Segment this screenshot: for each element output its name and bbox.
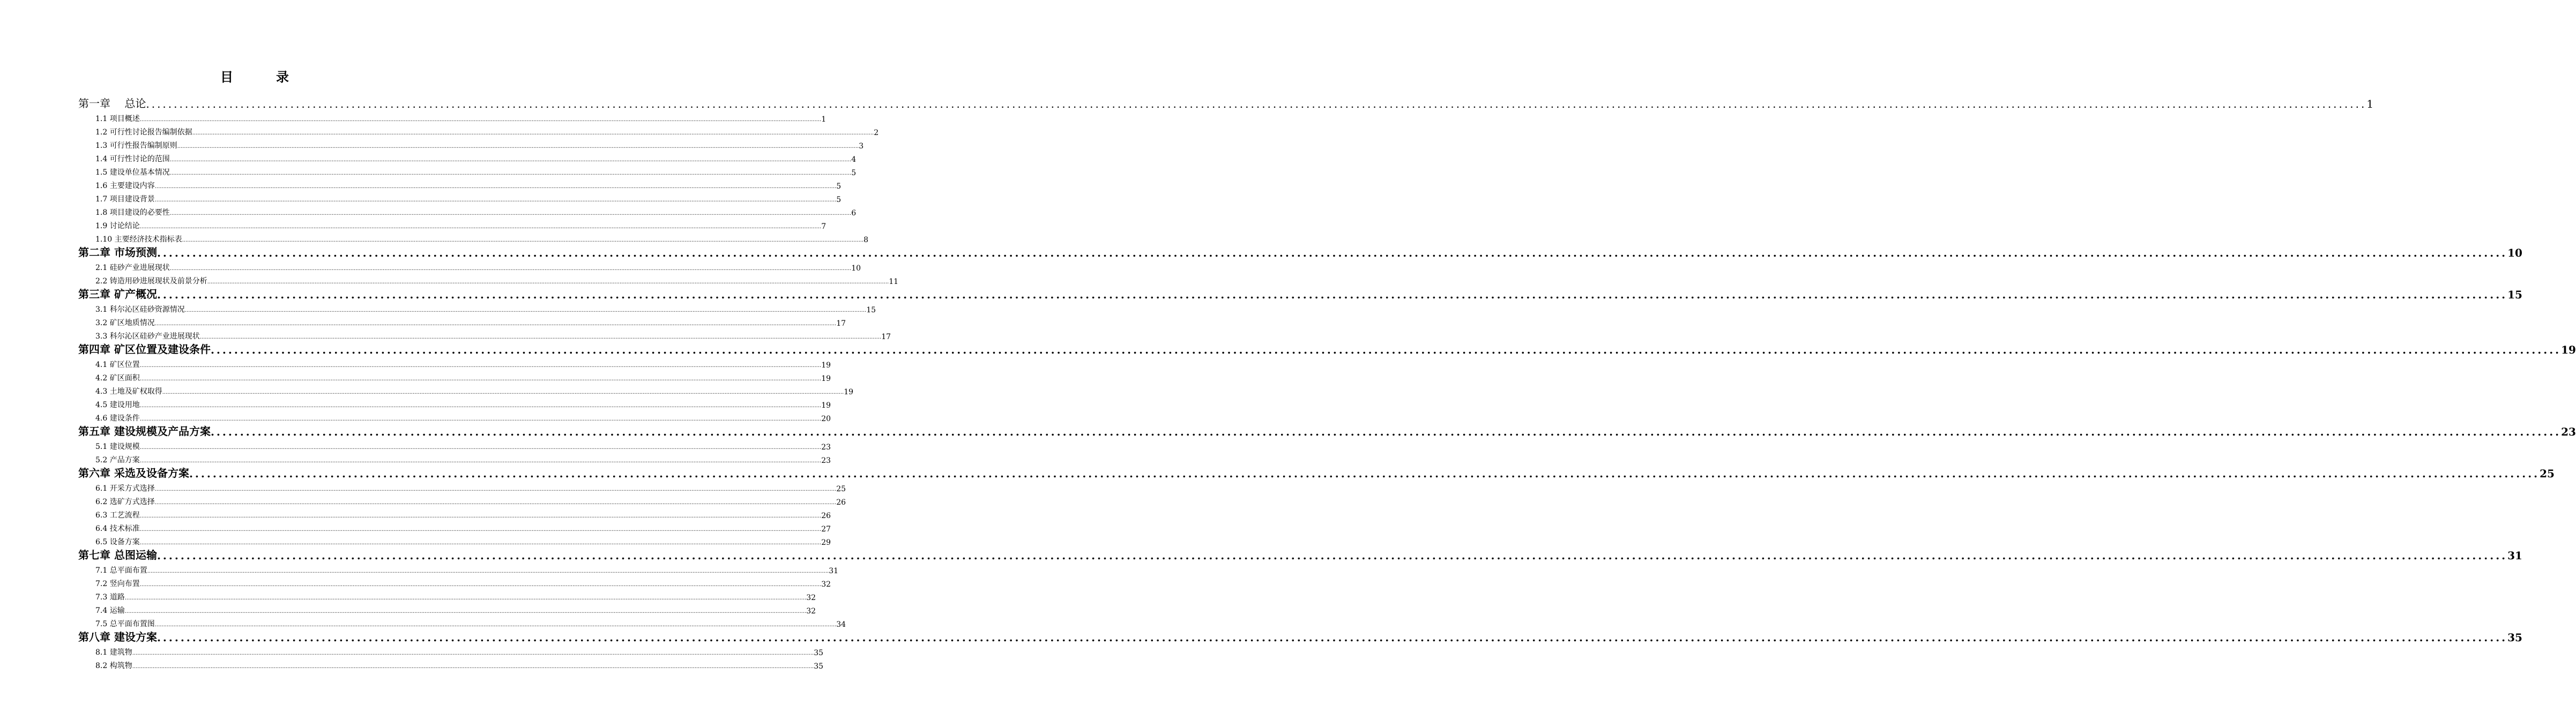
- toc-section-entry-label: 1.10 主要经济技术指标表: [95, 235, 182, 244]
- toc-section-entry[interactable]: [78, 204, 857, 218]
- toc-chapter-entry-label: 第一章 总论: [78, 97, 146, 110]
- toc-section-entry-page-number: 35: [814, 662, 824, 671]
- toc-section-entry-page-number: 19: [821, 361, 831, 370]
- toc-chapter-entry-label: 第八章 建设方案: [78, 631, 157, 643]
- toc-section-entry[interactable]: [78, 218, 827, 231]
- toc-section-entry-label: 1.9 讨论结论: [95, 222, 140, 230]
- toc-chapter-entry[interactable]: [78, 341, 2576, 356]
- dot-leader: ................................................................................................................................................................................................................................................................................................................................................................................................................: [207, 279, 889, 285]
- toc-section-entry-label: 8.1 建筑物: [95, 648, 132, 657]
- toc-chapter-entry-page-number: 23: [2561, 425, 2576, 438]
- toc-section-entry-page-number: 27: [821, 525, 831, 534]
- toc-section-entry-label: 1.6 主要建设内容: [95, 182, 155, 190]
- toc-section-entry-page-number: 15: [866, 306, 876, 314]
- dot-leader: ................................................................................................................................................................................................................................................................................................................................................................................................................: [169, 157, 852, 163]
- toc-section-entry-page-number: 26: [821, 512, 831, 520]
- toc-section-entry-label: 8.2 构筑物: [95, 662, 132, 670]
- toc-section-entry-label: 7.1 总平面布置: [95, 566, 147, 575]
- toc-section-entry[interactable]: [78, 396, 831, 410]
- dot-leader: ................................................................................................................................................................................................................................................................................................................................................................................................................: [147, 568, 829, 574]
- dot-leader: ................................................................................................................................................................................................................................................................................................................................................................................................................: [157, 549, 2508, 562]
- toc-section-entry-page-number: 7: [821, 222, 827, 231]
- dot-leader: ................................................................................................................................................................................................................................................................................................................................................................................................................: [139, 527, 822, 532]
- toc-section-entry-label: 7.3 道路: [95, 593, 125, 602]
- toc-section-entry-page-number: 32: [821, 580, 831, 589]
- dot-leader: ................................................................................................................................................................................................................................................................................................................................................................................................................: [157, 631, 2508, 644]
- toc-chapter-entry-label: 第四章 矿区位置及建设条件: [78, 343, 211, 356]
- table-of-contents: [78, 95, 2576, 671]
- toc-section-entry-label: 7.4 运输: [95, 606, 125, 615]
- toc-section-entry-page-number: 17: [836, 319, 846, 328]
- toc-section-entry-label: 1.3 可行性报告编制原则: [95, 141, 177, 150]
- dot-leader: ................................................................................................................................................................................................................................................................................................................................................................................................................: [210, 343, 2562, 356]
- toc-section-entry-label: 7.2 竖向布置: [95, 580, 140, 588]
- toc-section-entry-label: 7.5 总平面布置图: [95, 620, 155, 628]
- toc-section-entry[interactable]: [78, 480, 846, 493]
- dot-leader: ................................................................................................................................................................................................................................................................................................................................................................................................................: [177, 144, 859, 149]
- toc-section-entry-page-number: 1: [821, 115, 827, 124]
- toc-section-entry-page-number: 23: [821, 443, 831, 452]
- toc-chapter-entry-page-number: 1: [2366, 98, 2374, 110]
- dot-leader: ................................................................................................................................................................................................................................................................................................................................................................................................................: [139, 376, 822, 382]
- toc-section-entry[interactable]: [78, 534, 831, 547]
- dot-leader: ................................................................................................................................................................................................................................................................................................................................................................................................................: [169, 211, 852, 216]
- toc-chapter-entry-page-number: 10: [2507, 246, 2522, 259]
- toc-section-entry-label: 3.1 科尔沁区硅砂资源情况: [95, 305, 185, 314]
- dot-leader: ................................................................................................................................................................................................................................................................................................................................................................................................................: [162, 389, 844, 395]
- toc-section-entry-page-number: 17: [881, 333, 891, 341]
- toc-section-entry-label: 1.4 可行性讨论的范围: [95, 155, 170, 163]
- dot-leader: ................................................................................................................................................................................................................................................................................................................................................................................................................: [139, 458, 822, 464]
- toc-chapter-entry-page-number: 19: [2561, 343, 2576, 356]
- toc-section-entry-page-number: 23: [821, 456, 831, 465]
- dot-leader: ................................................................................................................................................................................................................................................................................................................................................................................................................: [132, 650, 814, 656]
- toc-section-entry-label: 3.3 科尔沁区硅砂产业进展现状: [95, 332, 200, 341]
- dot-leader: ................................................................................................................................................................................................................................................................................................................................................................................................................: [139, 445, 822, 451]
- toc-section-entry[interactable]: [78, 493, 846, 507]
- toc-section-entry[interactable]: [78, 410, 831, 423]
- dot-leader: ................................................................................................................................................................................................................................................................................................................................................................................................................: [182, 237, 864, 243]
- toc-chapter-entry[interactable]: [78, 244, 2522, 259]
- toc-section-entry[interactable]: [78, 124, 879, 137]
- toc-section-entry[interactable]: [78, 602, 816, 616]
- toc-section-entry-label: 6.3 工艺流程: [95, 511, 140, 520]
- toc-section-entry[interactable]: [78, 356, 831, 370]
- dot-leader: ................................................................................................................................................................................................................................................................................................................................................................................................................: [139, 513, 822, 519]
- toc-section-entry[interactable]: [78, 562, 839, 575]
- dot-leader: ................................................................................................................................................................................................................................................................................................................................................................................................................: [139, 117, 822, 123]
- toc-section-entry-page-number: 31: [829, 567, 839, 575]
- toc-section-entry[interactable]: [78, 616, 846, 629]
- toc-section-entry[interactable]: [78, 110, 827, 124]
- toc-section-entry[interactable]: [78, 259, 861, 273]
- toc-section-entry-label: 1.7 项目建设背景: [95, 195, 155, 204]
- toc-section-entry-page-number: 35: [814, 649, 824, 657]
- toc-section-entry-label: 6.4 技术标准: [95, 524, 140, 533]
- toc-chapter-entry[interactable]: [78, 465, 2555, 480]
- toc-section-entry-page-number: 4: [851, 155, 857, 164]
- toc-section-entry-label: 4.2 矿区面积: [95, 374, 140, 382]
- dot-leader: ................................................................................................................................................................................................................................................................................................................................................................................................................: [124, 595, 807, 601]
- dot-leader: ................................................................................................................................................................................................................................................................................................................................................................................................................: [139, 224, 822, 230]
- toc-chapter-entry-label: 第七章 总图运输: [78, 549, 157, 561]
- toc-chapter-entry[interactable]: [78, 286, 2522, 301]
- toc-section-entry-label: 1.8 项目建设的必要性: [95, 208, 170, 217]
- toc-section-entry-page-number: 5: [836, 196, 842, 204]
- toc-section-entry-label: 4.6 建设条件: [95, 414, 140, 423]
- toc-title: 目 录: [220, 69, 304, 85]
- toc-section-entry-page-number: 6: [851, 209, 857, 218]
- toc-section-entry-label: 1.2 可行性讨论报告编制依据: [95, 128, 192, 137]
- toc-section-entry-label: 1.5 建设单位基本情况: [95, 168, 170, 177]
- toc-section-entry-page-number: 20: [821, 415, 831, 423]
- toc-chapter-entry-page-number: 35: [2507, 631, 2522, 644]
- toc-section-entry[interactable]: [78, 301, 876, 314]
- dot-leader: ................................................................................................................................................................................................................................................................................................................................................................................................................: [139, 582, 822, 588]
- dot-leader: ................................................................................................................................................................................................................................................................................................................................................................................................................: [154, 486, 837, 492]
- toc-chapter-entry-label: 第五章 建设规模及产品方案: [78, 425, 211, 438]
- toc-section-entry-label: 4.1 矿区位置: [95, 361, 140, 369]
- toc-section-entry-page-number: 29: [821, 538, 831, 547]
- dot-leader: ................................................................................................................................................................................................................................................................................................................................................................................................................: [139, 363, 822, 369]
- toc-section-entry-label: 6.1 开采方式选择: [95, 484, 155, 493]
- toc-section-entry-page-number: 26: [836, 498, 846, 507]
- dot-leader: ................................................................................................................................................................................................................................................................................................................................................................................................................: [146, 98, 2367, 110]
- dot-leader: ................................................................................................................................................................................................................................................................................................................................................................................................................: [192, 130, 874, 136]
- toc-section-entry-page-number: 34: [836, 620, 846, 629]
- toc-section-entry-page-number: 19: [844, 388, 854, 396]
- dot-leader: ................................................................................................................................................................................................................................................................................................................................................................................................................: [154, 321, 837, 327]
- toc-section-entry[interactable]: [78, 438, 831, 452]
- toc-section-entry[interactable]: [78, 177, 842, 191]
- dot-leader: ................................................................................................................................................................................................................................................................................................................................................................................................................: [157, 246, 2508, 259]
- toc-section-entry-page-number: 32: [806, 594, 816, 602]
- toc-section-entry[interactable]: [78, 273, 899, 286]
- toc-section-entry-label: 6.2 选矿方式选择: [95, 498, 155, 506]
- toc-section-entry[interactable]: [78, 137, 864, 151]
- dot-leader: ................................................................................................................................................................................................................................................................................................................................................................................................................: [154, 184, 837, 190]
- toc-section-entry[interactable]: [78, 383, 854, 396]
- toc-section-entry[interactable]: [78, 151, 857, 164]
- dot-leader: ................................................................................................................................................................................................................................................................................................................................................................................................................: [184, 308, 867, 313]
- dot-leader: ................................................................................................................................................................................................................................................................................................................................................................................................................: [139, 540, 822, 546]
- toc-section-entry[interactable]: [78, 657, 824, 671]
- toc-chapter-entry-label: 第二章 市场预测: [78, 246, 157, 259]
- toc-section-entry-page-number: 11: [889, 278, 899, 286]
- toc-chapter-entry-label: 第六章 采选及设备方案: [78, 467, 189, 479]
- toc-section-entry[interactable]: [78, 231, 869, 244]
- toc-section-entry[interactable]: [78, 164, 857, 177]
- toc-section-entry-label: 1.1 项目概述: [95, 115, 140, 123]
- toc-section-entry-page-number: 3: [859, 142, 864, 151]
- toc-chapter-entry[interactable]: [78, 629, 2522, 644]
- toc-section-entry[interactable]: [78, 520, 831, 534]
- toc-section-entry-label: 4.5 建设用地: [95, 401, 140, 409]
- toc-section-entry-label: 5.2 产品方案: [95, 456, 140, 464]
- toc-section-entry-page-number: 19: [821, 401, 831, 410]
- toc-section-entry[interactable]: [78, 507, 831, 520]
- toc-chapter-entry[interactable]: [78, 423, 2576, 438]
- dot-leader: ................................................................................................................................................................................................................................................................................................................................................................................................................: [139, 403, 822, 409]
- toc-chapter-entry-label: 第三章 矿产概况: [78, 288, 157, 301]
- toc-section-entry-label: 5.1 建设规模: [95, 442, 140, 451]
- dot-leader: ................................................................................................................................................................................................................................................................................................................................................................................................................: [169, 170, 852, 176]
- dot-leader: ................................................................................................................................................................................................................................................................................................................................................................................................................: [154, 500, 837, 506]
- dot-leader: ................................................................................................................................................................................................................................................................................................................................................................................................................: [132, 664, 814, 670]
- toc-section-entry-label: 4.3 土地及矿权取得: [95, 387, 162, 396]
- toc-section-entry-label: 3.2 矿区地质情况: [95, 319, 155, 327]
- toc-chapter-entry-page-number: 31: [2507, 549, 2522, 562]
- toc-section-entry-page-number: 10: [851, 264, 861, 273]
- toc-section-entry-page-number: 32: [806, 607, 816, 616]
- dot-leader: ................................................................................................................................................................................................................................................................................................................................................................................................................: [189, 467, 2540, 480]
- toc-section-entry-label: 2.2 铸造用砂进展现状及前景分析: [95, 277, 207, 286]
- toc-section-entry-page-number: 5: [851, 169, 857, 177]
- toc-section-entry-label: 6.5 设备方案: [95, 538, 140, 546]
- toc-section-entry[interactable]: [78, 370, 831, 383]
- dot-leader: ................................................................................................................................................................................................................................................................................................................................................................................................................: [154, 622, 837, 628]
- toc-section-entry[interactable]: [78, 314, 846, 328]
- toc-section-entry-label: 2.1 硅砂产业进展现状: [95, 264, 170, 272]
- dot-leader: ................................................................................................................................................................................................................................................................................................................................................................................................................: [154, 197, 837, 203]
- toc-section-entry-page-number: 2: [874, 129, 879, 137]
- dot-leader: ................................................................................................................................................................................................................................................................................................................................................................................................................: [124, 609, 807, 614]
- toc-section-entry[interactable]: [78, 328, 891, 341]
- toc-section-entry-page-number: 25: [836, 485, 846, 493]
- toc-section-entry[interactable]: [78, 589, 816, 602]
- dot-leader: ................................................................................................................................................................................................................................................................................................................................................................................................................: [139, 416, 822, 422]
- toc-chapter-entry[interactable]: [78, 95, 2374, 110]
- toc-section-entry[interactable]: [78, 191, 842, 204]
- toc-section-entry-page-number: 5: [836, 182, 842, 191]
- toc-section-entry[interactable]: [78, 644, 824, 657]
- toc-chapter-entry-page-number: 15: [2507, 288, 2522, 301]
- toc-chapter-entry[interactable]: [78, 547, 2522, 562]
- toc-section-entry-page-number: 19: [821, 374, 831, 383]
- dot-leader: ................................................................................................................................................................................................................................................................................................................................................................................................................: [199, 334, 882, 340]
- toc-chapter-entry-page-number: 25: [2540, 467, 2555, 480]
- toc-section-entry[interactable]: [78, 452, 831, 465]
- dot-leader: ................................................................................................................................................................................................................................................................................................................................................................................................................: [210, 425, 2562, 438]
- dot-leader: ................................................................................................................................................................................................................................................................................................................................................................................................................: [169, 266, 852, 272]
- toc-section-entry[interactable]: [78, 575, 831, 589]
- toc-section-entry-page-number: 8: [863, 236, 869, 244]
- dot-leader: ................................................................................................................................................................................................................................................................................................................................................................................................................: [157, 288, 2508, 301]
